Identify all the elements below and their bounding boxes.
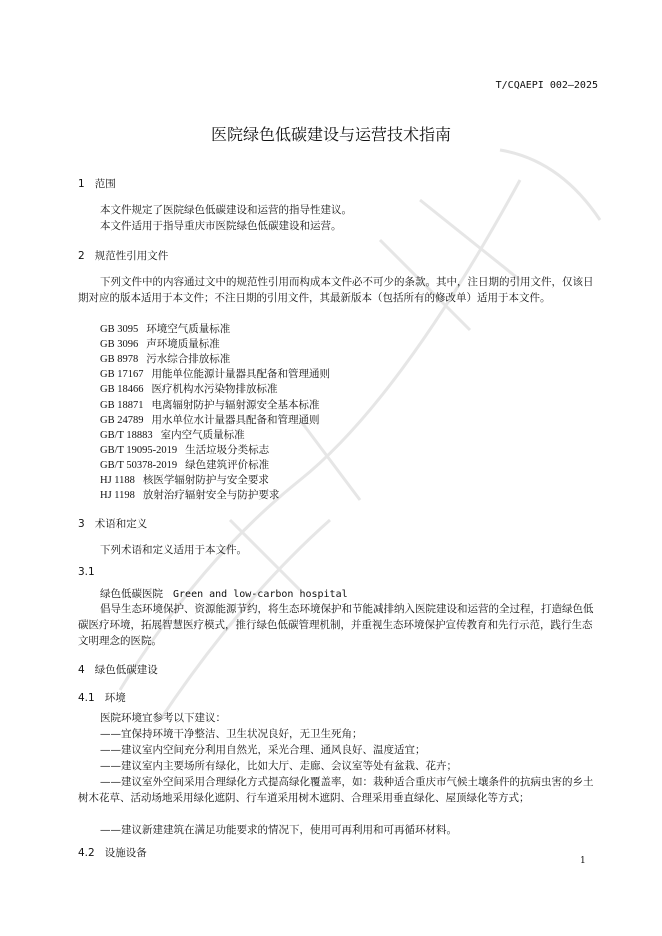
reference-item [100, 381, 277, 396]
reference-title: 用能单位能源计量器具配备和管理通则 [151, 368, 330, 381]
reference-item [100, 487, 279, 502]
reference-code: GB 18466 [100, 384, 144, 396]
reference-title: 污水综合排放标准 [146, 353, 231, 366]
reference-code: GB 24789 [100, 414, 144, 426]
reference-code: GB/T 18883 [100, 429, 153, 441]
reference-item [100, 472, 269, 487]
reference-item [100, 442, 269, 457]
reference-item [100, 336, 220, 351]
reference-item [100, 351, 230, 366]
reference-title: 放射治疗辐射安全与防护要求 [142, 489, 280, 502]
section-1-para: 本文件适用于指导重庆市医院绿色低碳建设和运营。 [100, 220, 342, 232]
reference-title: 用水单位水计量器具配备和管理通则 [151, 413, 320, 426]
section-4-1-intro: 医院环境宜参考以下建议： [100, 712, 226, 724]
reference-item [100, 427, 245, 442]
reference-code: GB 3096 [100, 339, 139, 351]
term-definition: 倡导生态环境保护、资源能源节约，将生态环境保护和节能减排纳入医院建设和运营的全过程，打造绿色低碳医疗环境，拓展智慧医疗模式，推行绿色低碳管理机制，并重视生态环境保护宣传教育和先行示范，践行生态文明理念的医院。 [78, 603, 594, 647]
reference-title: 核医学辐射防护与安全要求 [142, 474, 269, 486]
reference-title: 生活垃圾分类标志 [185, 443, 270, 456]
reference-title: 环境空气质量标准 [146, 323, 231, 335]
reference-title: 声环境质量标准 [146, 338, 220, 351]
section-4-heading: 4 绿色低碳建设 [78, 664, 158, 676]
list-item: ——建议新建建筑在满足功能要求的情况下，使用可再利用和可再循环材料。 [100, 824, 457, 836]
reference-title: 电离辐射防护与辐射源安全基本标准 [151, 398, 320, 411]
term-number: 3.1 [78, 566, 95, 578]
section-2-intro: 下列文件中的内容通过文中的规范性引用而构成本文件必不可少的条款。其中，注日期的引用文件，仅该日期对应的版本适用于本文件；不注日期的引用文件，其最新版本（包括所有的修改单）适用于本文件。 [78, 276, 594, 304]
section-3-heading: 3 术语和定义 [78, 518, 148, 530]
reference-code: HJ 1198 [100, 490, 135, 502]
section-3-intro: 下列术语和定义适用于本文件。 [100, 544, 247, 556]
reference-code: HJ 1188 [100, 475, 135, 486]
reference-item [100, 366, 330, 381]
section-1-para: 本文件规定了医院绿色低碳建设和运营的指导性建议。 [100, 204, 352, 216]
section-4-1-heading: 4.1 环境 [78, 692, 126, 704]
page-number: 1 [580, 856, 586, 866]
reference-title: 医疗机构水污染物排放标准 [151, 383, 278, 396]
reference-code: GB 3095 [100, 324, 139, 335]
reference-code: GB 8978 [100, 354, 139, 366]
reference-title: 室内空气质量标准 [160, 428, 245, 441]
reference-code: GB 18871 [100, 399, 144, 411]
reference-code: GB/T 19095-2019 [100, 444, 178, 456]
reference-code: GB/T 50378-2019 [100, 459, 178, 471]
reference-code: GB 17167 [100, 369, 144, 381]
section-4-2-heading: 4.2 设施设备 [78, 847, 147, 859]
reference-title: 绿色建筑评价标准 [185, 458, 270, 471]
document-title: 医院绿色低碳建设与运营技术指南 [210, 125, 451, 144]
reference-item [100, 397, 319, 412]
section-2-heading: 2 规范性引用文件 [78, 250, 169, 262]
reference-item [100, 457, 269, 472]
list-item: ——建议室内主要场所有绿化，比如大厅、走廊、会议室等处有盆栽、花卉； [100, 760, 457, 772]
term-name: 绿色低碳医院 Green and low-carbon hospital [100, 588, 348, 600]
reference-item [100, 321, 230, 336]
list-item: ——宜保持环境干净整洁、卫生状况良好，无卫生死角； [100, 728, 363, 740]
section-1-heading: 1 范围 [78, 178, 116, 190]
list-item: ——建议室内空间充分利用自然光，采光合理、通风良好、温度适宜； [100, 744, 426, 756]
document-code: T/CQAEPI 002—2025 [495, 80, 598, 91]
list-item: ——建议室外空间采用合理绿化方式提高绿化覆盖率，如：栽种适合重庆市气候土壤条件的抗病虫害的乡土树木花草、活动场地采用绿化遮阴、行车道采用树木遮阴、合理采用垂直绿化、屋顶绿化等方式； [78, 776, 594, 804]
reference-item [100, 412, 319, 427]
